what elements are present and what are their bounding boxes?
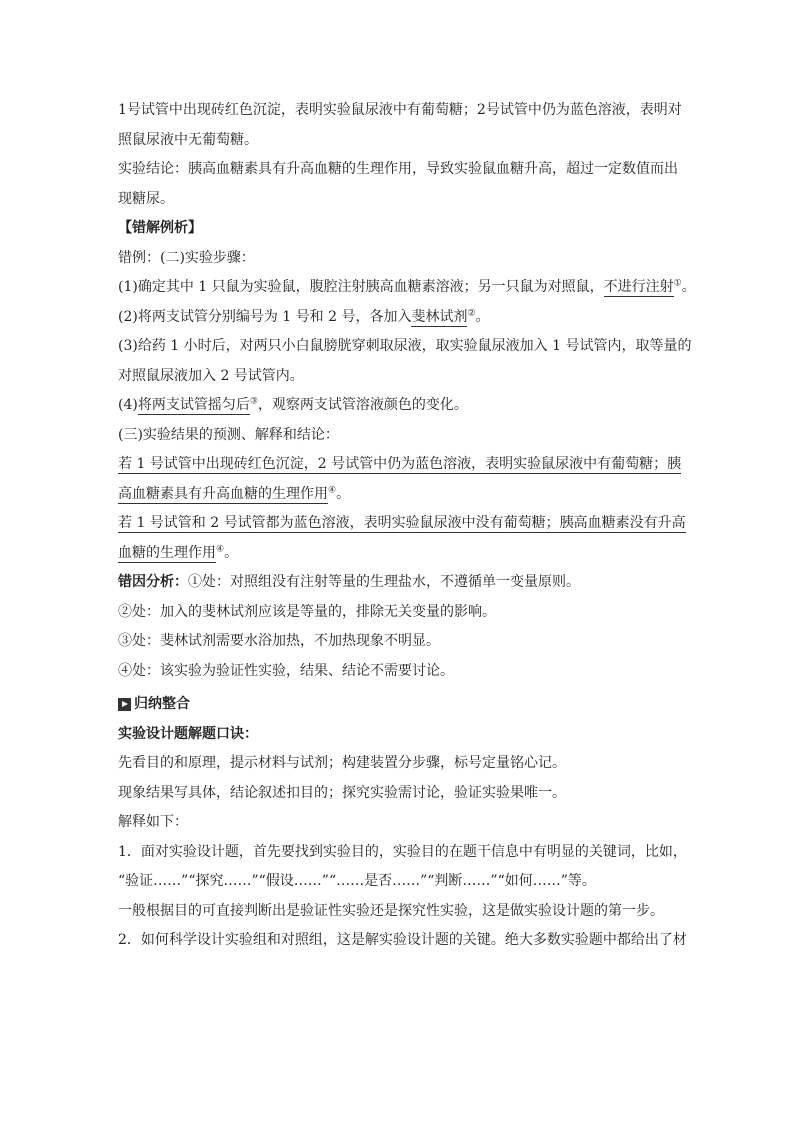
step-2-mark: ② xyxy=(467,307,476,318)
step-1-suffix: 。 xyxy=(681,279,696,295)
error-step-1 xyxy=(118,273,696,303)
result-paragraph-line: 1号试管中出现砖红色沉淀，表明实验鼠尿液中有葡萄糖；2号试管中仍为蓝色溶液，表明对 xyxy=(118,102,682,118)
mnemonic-line: 先看目的和原理，提示材料与试剂；构建装置分步骤，标号定量铭心记。 xyxy=(118,755,566,771)
mnemonic-title: 实验设计题解题口诀： xyxy=(118,725,258,742)
explain-item-1-line: 1．面对实验设计题，首先要找到实验目的，实验目的在题干信息中有明显的关键词，比如， xyxy=(118,843,687,860)
step-4-suffix: ，观察两支试管溶液颜色的变化。 xyxy=(257,397,468,413)
step-2-underlined: 斐林试剂 xyxy=(411,308,468,325)
step-1-text: (1)确定其中 1 只鼠为实验鼠，腹腔注射胰高血糖素溶液；另一只鼠为对照鼠， xyxy=(118,279,604,295)
mnemonic-line: 现象结果写具体，结论叙述扣目的；探究实验需讨论，验证实验果唯一。 xyxy=(118,784,566,801)
result-1-line xyxy=(118,450,682,480)
conclusion-line: 现糖尿。 xyxy=(118,190,174,207)
error-analysis-heading: 【错解例析】 xyxy=(118,220,202,236)
document-page xyxy=(118,96,696,956)
analysis-1-text: ①处：对照组没有注射等量的生理盐水，不遵循单一变量原则。 xyxy=(188,574,580,590)
analysis-3: ③处：斐林试剂需要水浴加热，不加热现象不明显。 xyxy=(118,633,440,649)
step-2-suffix: 。 xyxy=(475,308,490,325)
step-4-prefix: (4) xyxy=(118,397,138,413)
result-1-suffix: 。 xyxy=(336,485,351,502)
result-1-underlined: 若 1 号试管中出现砖红色沉淀，2 号试管中仍为蓝色溶液，表明实验鼠尿液中有葡萄糖；胰 xyxy=(118,456,682,472)
results-label: (三)实验结果的预测、解释和结论： xyxy=(118,426,339,443)
step-4-mark: ③ xyxy=(249,396,258,407)
conclusion-line: 实验结论：胰高血糖素具有升高血糖的生理作用，导致实验鼠血糖升高，超过一定数值而出 xyxy=(118,161,678,177)
step-2-text: (2)将两支试管分别编号为 1 号和 2 号，各加入 xyxy=(118,308,412,325)
error-step-3-line: 对照鼠尿液加入 2 号试管内。 xyxy=(118,367,304,384)
summary-heading-text: 归纳整合 xyxy=(134,696,190,712)
result-2-underlined: 若 1 号试管和 2 号试管都为蓝色溶液，表明实验鼠尿液中没有葡萄糖；胰高血糖素没有升高 xyxy=(118,515,686,531)
step-4-underlined: 将两支试管摇匀后 xyxy=(137,397,250,413)
result-2-line xyxy=(118,509,686,539)
result-1-line xyxy=(118,480,678,510)
result-paragraph-line: 照鼠尿液中无葡萄糖。 xyxy=(118,131,258,148)
explain-item-1-line: “验证……”“探究……”“假设……”“……是否……”“判断……”“如何……”等。 xyxy=(118,873,596,889)
result-2-line xyxy=(118,539,678,569)
result-1-underlined: 高血糖素具有升高血糖的生理作用 xyxy=(118,485,328,502)
explain-item-1-line: 一般根据目的可直接判断出是验证性实验还是探究性实验，这是做实验设计题的第一步。 xyxy=(118,902,664,919)
error-step-3-line: (3)给药 1 小时后，对两只小白鼠膀胱穿刺取尿液，取实验鼠尿液加入 1 号试管内，取等量的 xyxy=(118,338,692,354)
error-example-label: 错例：(二)实验步骤： xyxy=(118,249,255,266)
explain-label: 解释如下： xyxy=(118,814,188,830)
analysis-4: ④处：该实验为验证性实验，结果、结论不需要讨论。 xyxy=(118,662,454,679)
result-2-suffix: 。 xyxy=(224,544,239,561)
explain-item-2-line: 2．如何科学设计实验组和对照组，这是解实验设计题的关键。绝大多数实验题中都给出了材 xyxy=(118,932,687,948)
step-1-mark: ① xyxy=(673,278,682,289)
analysis-label: 错因分析： xyxy=(118,574,188,590)
result-1-mark: ④ xyxy=(328,484,337,495)
analysis-2: ②处：加入的斐林试剂应该是等量的，排除无关变量的影响。 xyxy=(118,603,496,620)
error-step-4 xyxy=(118,391,678,421)
result-2-underlined: 血糖的生理作用 xyxy=(118,544,216,561)
error-step-2 xyxy=(118,303,678,333)
summary-heading xyxy=(118,690,678,720)
result-2-mark: ④ xyxy=(216,543,225,554)
analysis-1 xyxy=(118,568,678,598)
play-icon xyxy=(118,698,131,711)
step-1-underlined: 不进行注射 xyxy=(603,279,674,295)
